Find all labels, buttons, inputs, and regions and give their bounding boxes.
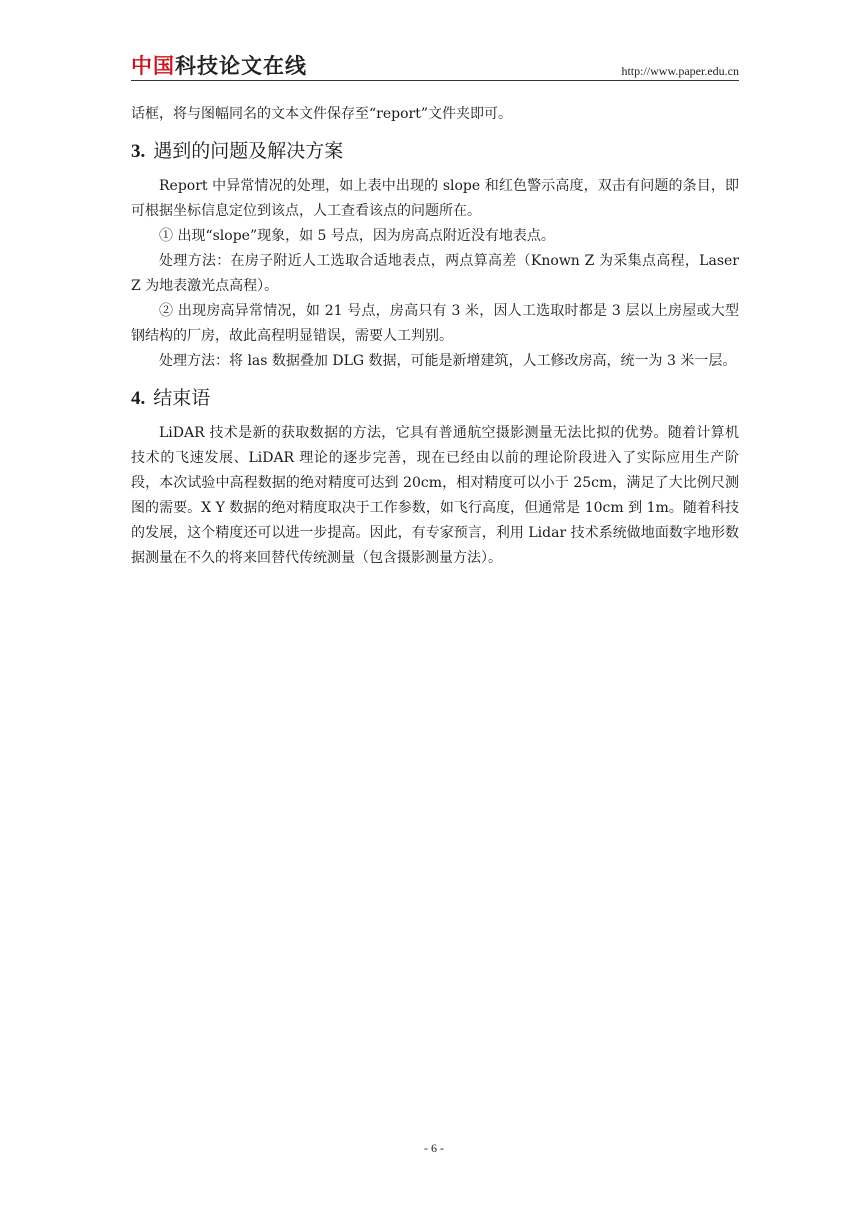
page-content	[131, 102, 739, 571]
section-3-paragraph: ② 出现房高异常情况，如 21 号点，房高只有 3 米，因人工选取时都是 3 层以上房屋或大型钢结构的厂房，故此高程明显错误，需要人工判别。	[131, 303, 739, 344]
section-3-paragraph: Report 中异常情况的处理，如上表中出现的 slope 和红色警示高度，双击有问题的条目，即可根据坐标信息定位到该点，人工查看该点的问题所在。	[131, 178, 739, 219]
section-3-paragraph: 处理方法：在房子附近人工选取合适地表点，两点算高差（Known Z 为采集点高程，Laser Z 为地表激光点高程）。	[131, 253, 739, 294]
section-4-number: 4.	[131, 388, 146, 409]
section-4-heading	[131, 384, 739, 413]
logo-text-red: 中国	[131, 54, 175, 78]
section-3-title: 遇到的问题及解决方案	[153, 140, 344, 162]
section-4-title: 结束语	[153, 387, 211, 409]
site-logo	[131, 54, 307, 78]
site-url: http://www.paper.edu.cn	[621, 64, 739, 78]
section-3-number: 3.	[131, 141, 146, 162]
section-3-paragraph: 处理方法：将 las 数据叠加 DLG 数据，可能是新增建筑，人工修改房高，统一为 3 米一层。	[159, 353, 737, 369]
page-header	[131, 54, 739, 82]
header-divider	[131, 80, 739, 81]
page-number: - 6 -	[424, 1141, 444, 1155]
logo-text-black: 科技论文在线	[175, 54, 307, 78]
section-3-paragraph: ① 出现“slope”现象，如 5 号点，因为房高点附近没有地表点。	[159, 228, 555, 244]
section-3-heading	[131, 137, 739, 166]
intro-paragraph: 话框，将与图幅同名的文本文件保存至“report”文件夹即可。	[131, 106, 512, 122]
section-4-paragraph: LiDAR 技术是新的获取数据的方法，它具有普通航空摄影测量无法比拟的优势。随着计算机技术的飞速发展、LiDAR 理论的逐步完善，现在已经由以前的理论阶段进入了实际应用生产阶段，本次试验中高程数据的绝对精度可达到 20cm，相对精度可以小于 25cm，满足了大比例尺测图的需要。X Y 数据的绝对精度取决于工作参数，如飞行高度，但通常是 10cm 到 1m。随着科技的发展，这个精度还可以进一步提高。因此，有专家预言，利用 Lidar 技术系统做地面数字地形数据测量在不久的将来回替代传统测量（包含摄影测量方法）。	[131, 425, 739, 566]
